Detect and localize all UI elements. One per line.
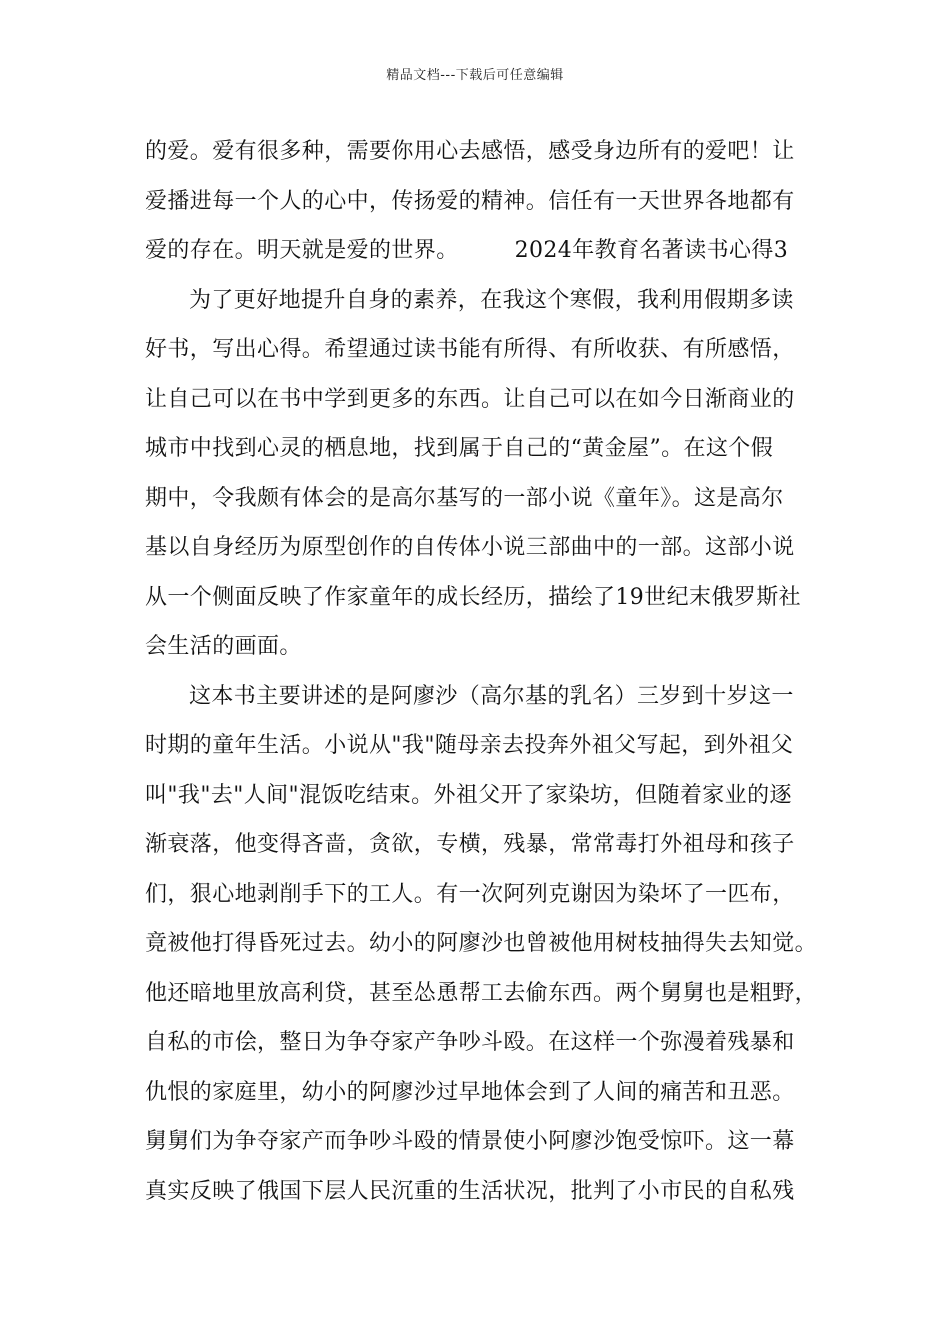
page-header: 精品文档---下载后可任意编辑: [386, 68, 564, 83]
paragraph-first-line: 为了更好地提升自身的素养，在我这个寒假，我利用假期多读: [189, 287, 794, 313]
text-line: 舅舅们为争夺家产而争吵斗殴的情景使小阿廖沙饱受惊吓。这一幕: [145, 1129, 795, 1154]
text-line: 叫"我"去"人间"混饭吃结束。外祖父开了家染坊，但随着家业的逐: [145, 782, 792, 808]
text-line: 城市中找到心灵的栖息地，找到属于自己的“黄金屋”。在这个假: [145, 436, 774, 461]
text-line: 从一个侧面反映了作家童年的成长经历，描绘了19世纪末俄罗斯社: [145, 584, 801, 610]
section-title: 2024年教育名著读书心得3: [514, 238, 789, 263]
text-line: 期中，令我颇有体会的是高尔基写的一部小说《童年》。这是高尔: [145, 485, 784, 511]
text-line: 会生活的画面。: [145, 634, 302, 659]
document-body: [145, 132, 825, 1221]
text-line: 渐衰落，他变得吝啬，贪欲，专横，残暴，常常毒打外祖母和孩子: [145, 832, 795, 857]
text-line: 自私的市侩，整日为争夺家产争吵斗殴。在这样一个弥漫着残暴和: [145, 1030, 795, 1055]
text-line: 他还暗地里放高利贷，甚至怂恿帮工去偷东西。两个舅舅也是粗野，: [145, 980, 818, 1006]
text-line: 爱播进每一个人的心中，传扬爱的精神。信任有一天世界各地都有: [145, 188, 795, 214]
paragraph-first-line: 这本书主要讲述的是阿廖沙（高尔基的乳名）三岁到十岁这一: [189, 683, 794, 709]
text-line: 爱的存在。明天就是爱的世界。: [145, 238, 459, 263]
text-line: 们，狠心地剥削手下的工人。有一次阿列克谢因为染坏了一匹布，: [145, 881, 795, 907]
text-line: 竟被他打得昏死过去。幼小的阿廖沙也曾被他用树枝抽得失去知觉。: [145, 931, 818, 956]
text-line: 的爱。爱有很多种，需要你用心去感悟，感受身边所有的爱吧！让: [145, 139, 795, 164]
text-line: 真实反映了俄国下层人民沉重的生活状况，批判了小市民的自私残: [145, 1178, 795, 1204]
text-line: 让自己可以在书中学到更多的东西。让自己可以在如今日渐商业的: [145, 386, 795, 412]
text-line: 好书，写出心得。希望通过读书能有所得、有所收获、有所感悟，: [145, 337, 795, 362]
text-line: 时期的童年生活。小说从"我"随母亲去投奔外祖父写起，到外祖父: [145, 733, 794, 758]
text-line-with-title: [145, 231, 825, 281]
text-line: 基以自身经历为原型创作的自传体小说三部曲中的一部。这部小说: [145, 535, 795, 560]
text-line: 仇恨的家庭里，幼小的阿廖沙过早地体会到了人间的痛苦和丑恶。: [145, 1079, 795, 1105]
